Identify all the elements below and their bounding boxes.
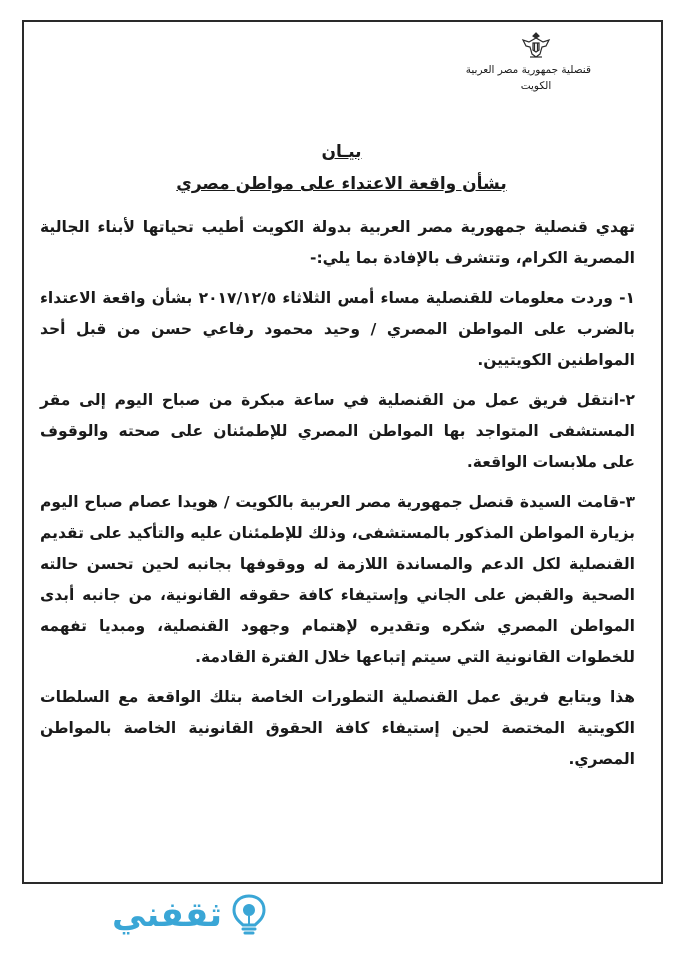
- item-paragraph-3: ٣-قامت السيدة قنصل جمهورية مصر العربية بالكويت / هويدا عصام صباح اليوم بزيارة المواطن المذكور بالمستشفى، وذلك للإطمئنان عليه والتأكيد على تقديم القنصلية لكل الدعم والمساندة اللازمة له ووقوفها بجانبه لحين تحسن حالته الصحية والقبض على الجاني وإستيفاء كافة حقوقه القانونية، من جانبه أبدى المواطن المصري شكره وتقديره لإهتمام وجهود القنصلية، ومبديا تفهمه للخطوات القانونية التي سيتم إتباعها خلال الفترة القادمة.: [40, 493, 635, 666]
- item-paragraph-1: ١- وردت معلومات للقنصلية مساء أمس الثلاثاء ٢٠١٧/١٢/٥ بشأن واقعة الاعتداء بالضرب على المواطن المصري / وحيد محمود رفاعي حسن من قبل أحد المواطنين الكويتيين.: [40, 289, 635, 369]
- consulate-name: قنصلية جمهورية مصر العربية: [465, 64, 591, 76]
- consulate-city: الكويت: [520, 80, 552, 92]
- item-paragraph-2: ٢-انتقل فريق عمل من القنصلية في ساعة مبكرة من صباح اليوم إلى مقر المستشفى المتواجد بها المواطن المصري للإطمئنان على صحته والوقوف على ملابسات الواقعة.: [40, 391, 635, 471]
- lightbulb-icon: [226, 892, 272, 938]
- document-title: بيـان: [321, 142, 362, 162]
- document-body: [40, 212, 635, 784]
- watermark: [112, 892, 272, 938]
- intro-paragraph: تهدي قنصلية جمهورية مصر العربية بدولة الكويت أطيب تحياتها لأبناء الجالية المصرية الكرام، وتتشرف بالإفادة بما يلي:-: [40, 218, 635, 267]
- egypt-eagle-emblem-icon: [519, 30, 553, 60]
- letterhead: [465, 30, 591, 92]
- watermark-text: ثقفني: [112, 895, 222, 935]
- document-subtitle: بشأن واقعة الاعتداء على مواطن مصري: [176, 174, 507, 194]
- closing-paragraph: هذا ويتابع فريق عمل القنصلية التطورات الخاصة بتلك الواقعة مع السلطات الكويتية المختصة لحين إستيفاء كافة الحقوق القانونية الخاصة بالمواطن المصري.: [40, 688, 635, 768]
